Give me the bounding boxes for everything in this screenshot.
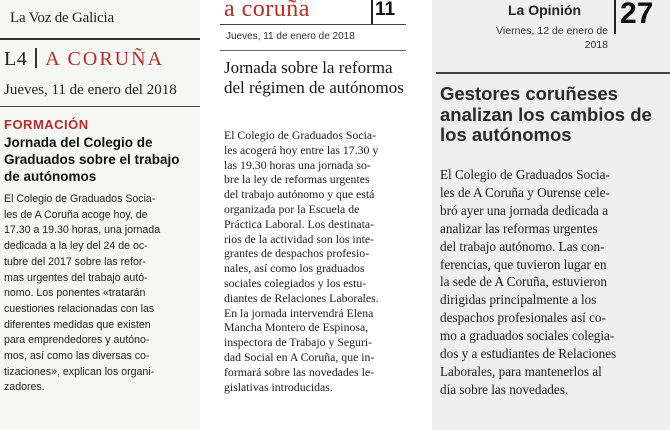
body-line: cuestiones relacionadas con las bbox=[4, 302, 155, 315]
article-body bbox=[224, 128, 412, 394]
body-line: del trabajo autónomo y que está bbox=[224, 187, 375, 202]
body-line: la sede de A Coruña, estuvieron bbox=[440, 274, 607, 290]
body-line: despachos profesionales así co- bbox=[440, 310, 606, 326]
body-line: diferentes medidas que existen bbox=[4, 318, 151, 331]
publication-date: Viernes, 12 de enero de 2018 bbox=[496, 25, 608, 51]
body-line: dos y a estudiantes de Relaciones bbox=[440, 346, 617, 362]
body-line: zadores. bbox=[4, 381, 45, 394]
article-kicker: FORMACIÓN bbox=[4, 117, 89, 132]
clipping-a-coruna bbox=[212, 0, 412, 430]
publication-date: Jueves, 11 de enero de 2018 bbox=[226, 31, 355, 42]
body-line: día sobre las novedades. bbox=[440, 381, 569, 397]
body-line: mos, así como las diversas co- bbox=[4, 350, 150, 363]
header-divider bbox=[614, 0, 616, 34]
clipping-la-opinion bbox=[432, 0, 670, 430]
header-rule bbox=[436, 72, 670, 74]
article-body bbox=[440, 166, 670, 399]
body-line: gislativas introducidas. bbox=[224, 379, 333, 394]
publication-date: Jueves, 11 de enero del 2018 bbox=[4, 82, 177, 98]
body-line: del trabajo autónomo. Las con- bbox=[440, 238, 605, 254]
body-line: sociales colegiados y los estu- bbox=[224, 275, 367, 290]
body-line: ferencias, que tuvieron lugar en bbox=[440, 256, 607, 272]
article-headline: Jornada sobre la reforma del régimen de autónomos bbox=[224, 58, 404, 97]
body-line: dedicada a la ley del 24 de oc- bbox=[4, 240, 148, 253]
page-number: 11 bbox=[375, 0, 396, 20]
body-line: les de A Coruña acoge hoy, de bbox=[4, 208, 148, 221]
body-line: analizar las reformas urgentes bbox=[440, 220, 598, 236]
body-line: les acogerá hoy entre las 17.30 y bbox=[224, 142, 379, 157]
header-rule bbox=[220, 24, 406, 25]
page-header bbox=[4, 48, 164, 71]
body-line: organizada por la Escuela de bbox=[224, 201, 360, 216]
article-headline: Jornada del Colegio de Graduados sobre el trabajo de autónomos bbox=[4, 135, 180, 184]
body-line: las 19.30 horas una jornada so- bbox=[224, 157, 371, 172]
body-line: diantes de Relaciones Laborales. bbox=[224, 290, 379, 305]
date-rule bbox=[220, 50, 406, 51]
header-rule bbox=[0, 38, 200, 40]
body-line: Práctica Laboral. Los destinata- bbox=[224, 216, 375, 231]
body-line: nales, así como los graduados bbox=[224, 261, 365, 276]
body-line: En la jornada intervendrá Elena bbox=[224, 305, 374, 320]
body-line: dirigidas principalmente a los bbox=[440, 292, 597, 308]
publication-name: La Voz de Galicia bbox=[10, 10, 114, 26]
body-line: 17.30 a 19.30 horas, una jornada bbox=[4, 224, 161, 237]
body-line: tubre del 2017 sobre las refor- bbox=[4, 255, 146, 268]
body-line: bró ayer una jornada dedicada a bbox=[440, 202, 609, 218]
body-line: para emprendedores y autóno- bbox=[4, 334, 150, 347]
body-line: mas urgentes del trabajo autó- bbox=[4, 271, 148, 284]
article-headline: Gestores coruñeses analizan los cambios de los autónomos bbox=[440, 83, 652, 145]
body-line: El Colegio de Graduados Socia- bbox=[224, 128, 377, 142]
header-divider bbox=[35, 48, 37, 68]
body-line: formará sobre las novedades le- bbox=[224, 364, 375, 379]
article-body bbox=[4, 192, 200, 396]
body-line: bre la ley de reformas urgentes bbox=[224, 172, 370, 187]
body-line: El Colegio de Graduados Socia- bbox=[440, 167, 610, 182]
section-name: A CORUÑA bbox=[45, 48, 165, 70]
body-line: dad Social en A Coruña, que in- bbox=[224, 349, 375, 364]
body-line: Laborales, para mantenerlos al bbox=[440, 363, 602, 379]
page-number: 27 bbox=[620, 0, 654, 30]
date-rule bbox=[0, 106, 200, 107]
body-line: nomo. Los ponentes «tratarán bbox=[4, 287, 146, 300]
section-masthead: a coruña bbox=[224, 0, 310, 22]
clipping-la-voz-de-galicia bbox=[0, 0, 200, 430]
body-line: les de A Coruña y Ourense cele- bbox=[440, 184, 610, 200]
body-line: mo a graduados sociales colegia- bbox=[440, 328, 615, 344]
page-number: L4 bbox=[4, 48, 28, 70]
body-line: tizaciones», explican los organi- bbox=[4, 365, 155, 378]
body-line: El Colegio de Graduados Socia- bbox=[4, 193, 156, 205]
body-line: rios de la actividad son los inte- bbox=[224, 231, 375, 246]
body-line: grantes de despachos profesio- bbox=[224, 246, 370, 261]
body-line: inspectora de Trabajo y Seguri- bbox=[224, 335, 373, 350]
body-line: Mancha Montero de Espinosa, bbox=[224, 320, 369, 335]
header-divider bbox=[371, 0, 373, 24]
publication-name: La Opinión bbox=[508, 2, 582, 18]
